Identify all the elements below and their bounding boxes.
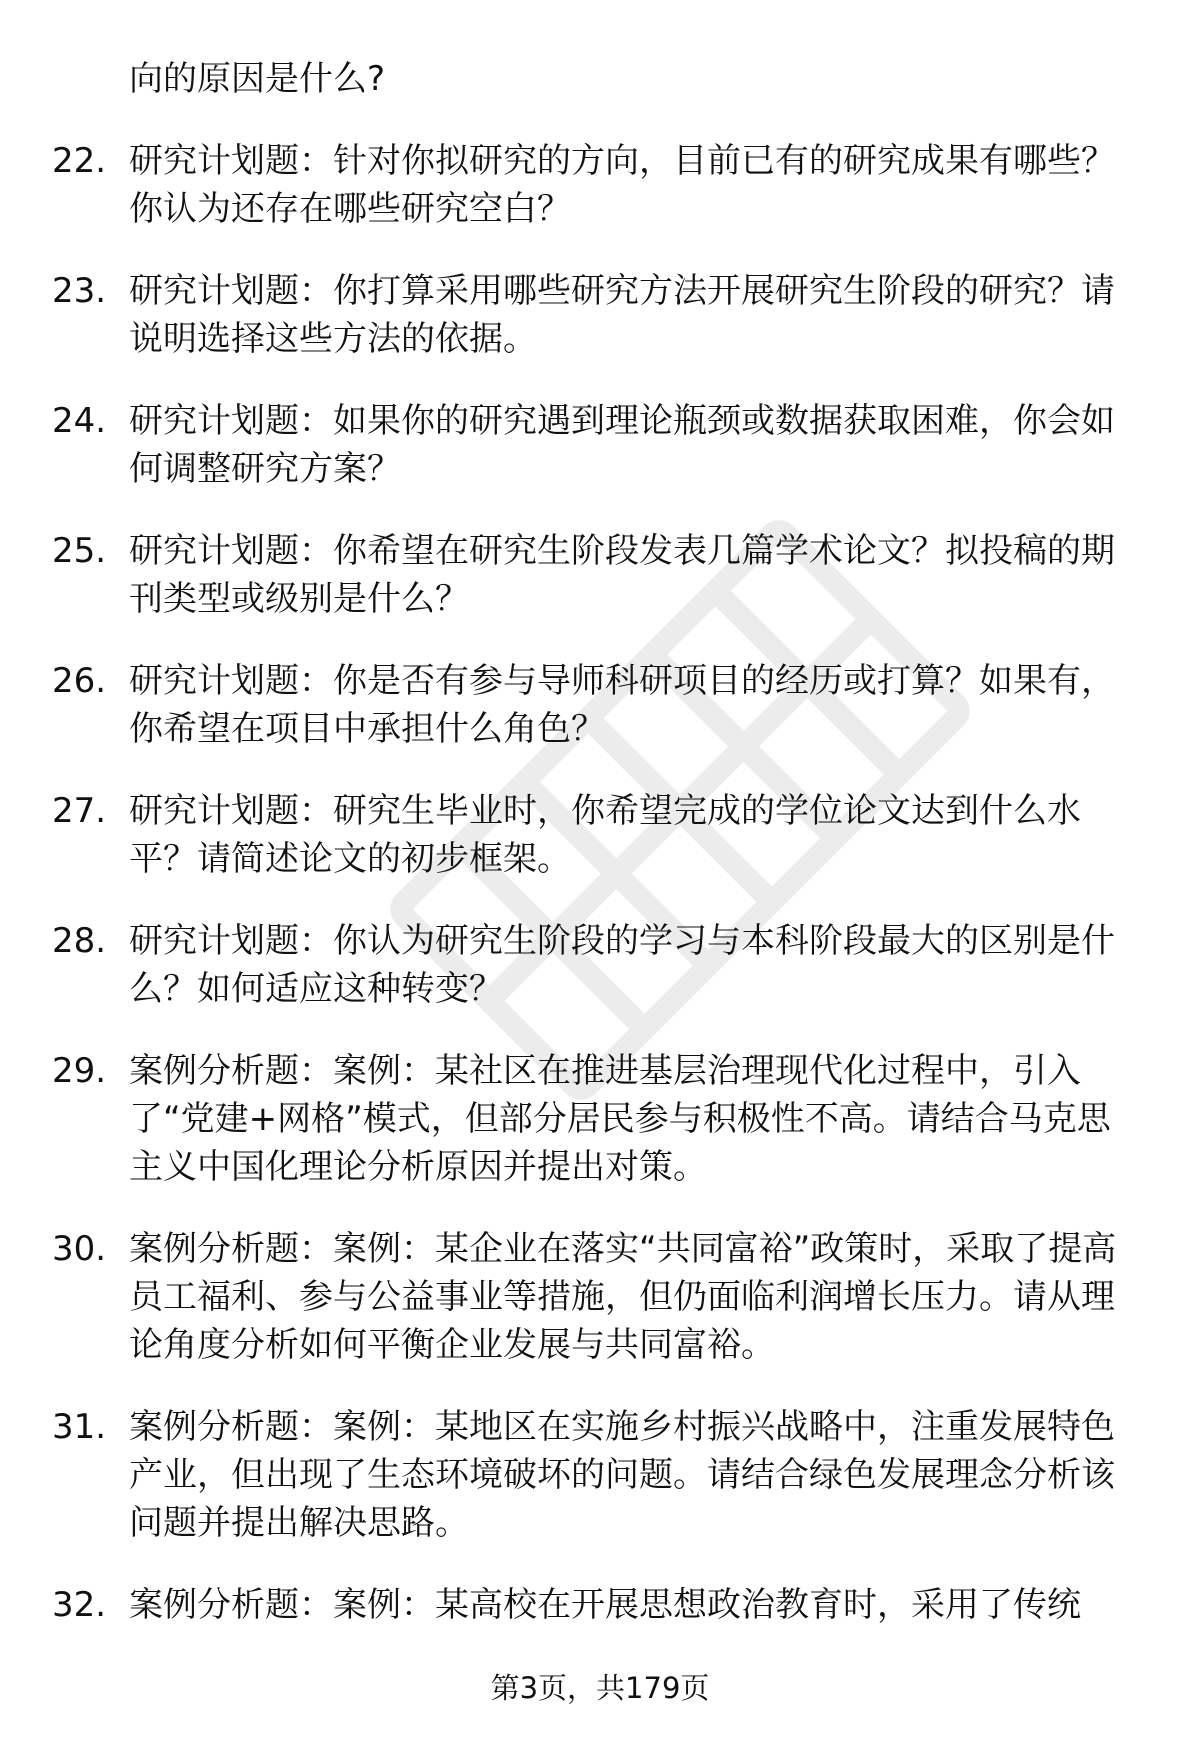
question-text: 案例分析题：案例：某地区在实施乡村振兴战略中，注重发展特色产业，但出现了生态环境破坏的问题。请结合绿色发展理念分析该问题并提出解决思路。 [129,1407,1115,1543]
question-item [0,527,1200,623]
question-number: 31. [52,1407,107,1447]
question-item [0,1403,1200,1547]
question-text: 研究计划题：研究生毕业时，你希望完成的学位论文达到什么水平？请简述论文的初步框架。 [129,791,1081,879]
question-number: 27. [52,791,107,831]
question-item [0,1225,1200,1369]
question-text: 研究计划题：你认为研究生阶段的学习与本科阶段最大的区别是什么？如何适应这种转变？ [129,921,1115,1009]
question-list [0,55,1200,1629]
question-item [0,657,1200,753]
question-number: 25. [52,531,107,571]
question-number: 30. [52,1229,107,1269]
question-item [0,397,1200,493]
question-text: 案例分析题：案例：某高校在开展思想政治教育时，采用了传统 [129,1585,1081,1625]
question-number: 22. [52,141,107,181]
question-number: 32. [52,1585,107,1625]
question-text: 案例分析题：案例：某企业在落实“共同富裕”政策时，采取了提高员工福利、参与公益事业等措施，但仍面临利润增长压力。请从理论角度分析如何平衡企业发展与共同富裕。 [129,1229,1117,1365]
question-item [0,267,1200,363]
question-text: 研究计划题：如果你的研究遇到理论瓶颈或数据获取困难，你会如何调整研究方案？ [129,401,1115,489]
question-item [0,1047,1200,1191]
question-item [0,1581,1200,1629]
question-item [0,917,1200,1013]
question-item [0,787,1200,883]
question-text: 案例分析题：案例：某社区在推进基层治理现代化过程中，引入了“党建+网格”模式，但部分居民参与积极性不高。请结合马克思主义中国化理论分析原因并提出对策。 [129,1051,1111,1187]
question-number: 29. [52,1051,107,1091]
question-number: 28. [52,921,107,961]
question-text: 研究计划题：针对你拟研究的方向，目前已有的研究成果有哪些？你认为还存在哪些研究空白？ [129,141,1115,229]
question-text: 研究计划题：你希望在研究生阶段发表几篇学术论文？拟投稿的期刊类型或级别是什么？ [129,531,1115,619]
question-number: 24. [52,401,107,441]
question-number: 23. [52,271,107,311]
question-item [0,137,1200,233]
page-footer: 第3页，共179页 [490,1671,710,1705]
question-number: 26. [52,661,107,701]
question-text: 研究计划题：你是否有参与导师科研项目的经历或打算？如果有，你希望在项目中承担什么角色？ [129,661,1115,749]
continuation-text: 向的原因是什么? [129,59,386,99]
question-text: 研究计划题：你打算采用哪些研究方法开展研究生阶段的研究？请说明选择这些方法的依据。 [129,271,1115,359]
